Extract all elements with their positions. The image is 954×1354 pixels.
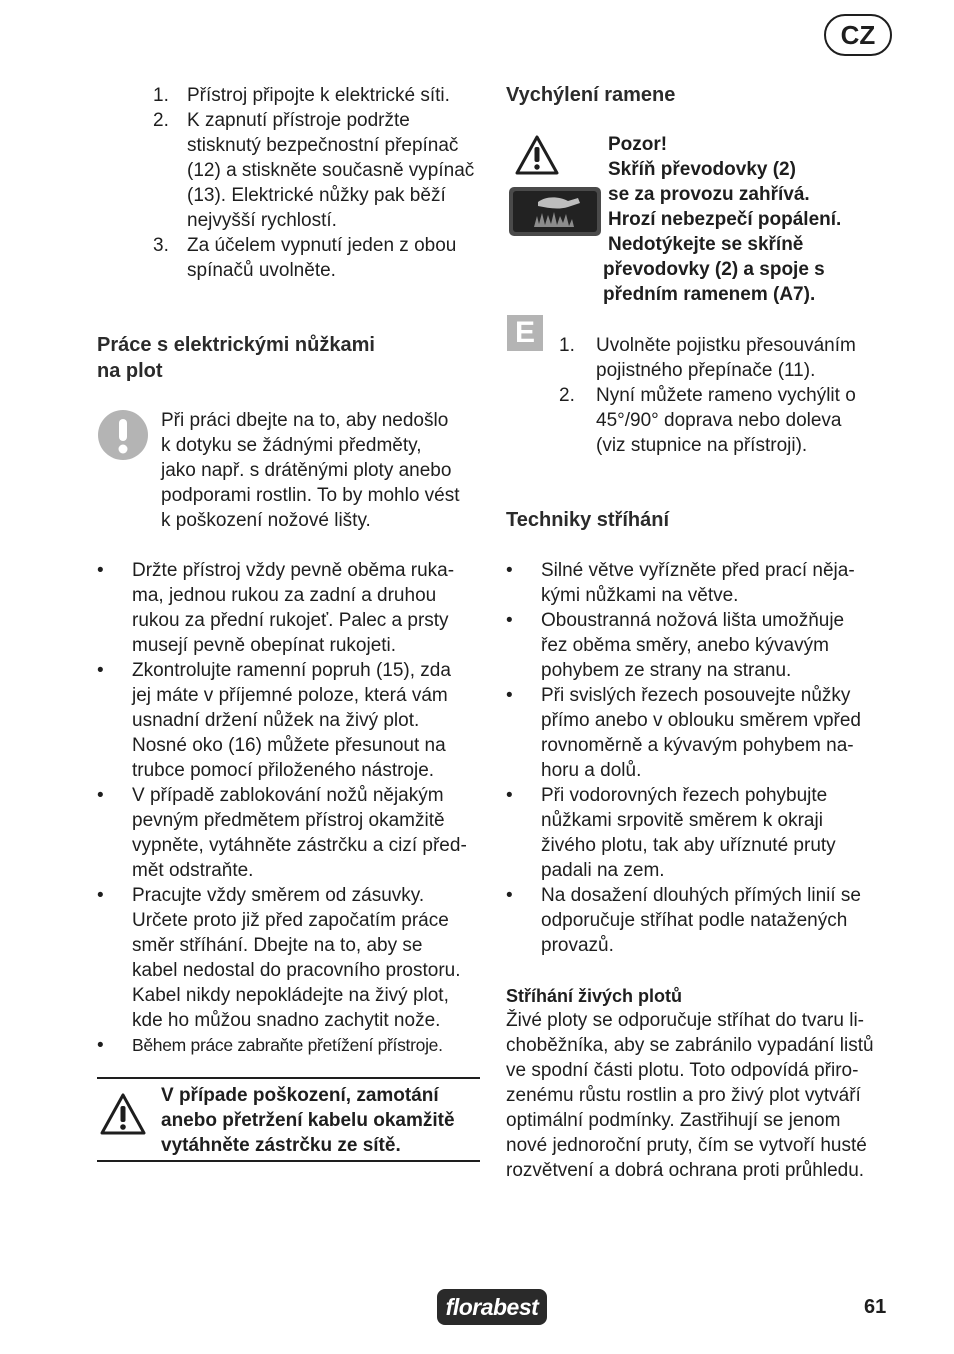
text-line: stisknutý bezpečnostní přepínač xyxy=(187,135,459,156)
warning-triangle-icon xyxy=(514,134,560,176)
language-badge: CZ xyxy=(824,14,892,56)
list-item xyxy=(153,83,487,108)
list-item xyxy=(97,1033,492,1058)
warning-bottom-divider xyxy=(97,1160,480,1162)
swivel-steps-list xyxy=(559,333,896,458)
text-line: Při práci dbejte na to, aby nedošlo xyxy=(161,410,449,431)
step-number: 1. xyxy=(153,85,169,106)
text-line: 45°/90° doprava nebo doleva xyxy=(596,410,842,431)
text-line: směr stříhání. Dbejte na to, aby se xyxy=(132,935,423,956)
text-line: Nedotýkejte se skříně xyxy=(608,234,804,255)
text-line: (viz stupnice na přístroji). xyxy=(596,435,808,456)
list-item xyxy=(153,108,487,233)
text-line: kabel nedostal do pracovního prostoru. xyxy=(132,960,461,981)
text-line: vytáhněte zástrčku ze sítě. xyxy=(161,1135,401,1156)
bullet: • xyxy=(506,885,513,906)
text-line: přímo anebo v oblouku směrem vpřed xyxy=(541,710,861,731)
text-line: vypněte, vytáhněte zástrčku a cizí před- xyxy=(132,835,467,856)
text-line: Pozor! xyxy=(608,134,668,155)
bullet: • xyxy=(97,1035,104,1056)
text-line: k poškození nožové lišty. xyxy=(161,510,371,531)
text-line: rozvětvení a dobrá ochrana proti průhledu. xyxy=(506,1160,865,1181)
list-item xyxy=(506,783,901,883)
text-line: kde ho můžou snadno zachytit nože. xyxy=(132,1010,441,1031)
bullet: • xyxy=(506,610,513,631)
bullet: • xyxy=(506,785,513,806)
bullet: • xyxy=(97,560,104,581)
text-line: Oboustranná nožová lišta umožňuje xyxy=(541,610,845,631)
list-item xyxy=(97,783,492,883)
text-line: převodovky (2) a spoje s xyxy=(603,259,825,280)
text-line: spínačů uvolněte. xyxy=(187,260,336,281)
text-line: Určete proto již před započatím práce xyxy=(132,910,449,931)
text-line: Zkontrolujte ramenní popruh (15), zda xyxy=(132,660,451,681)
text-line: Za účelem vypnutí jeden z obou xyxy=(187,235,457,256)
text-line: Kabel nikdy nepokládejte na živý plot, xyxy=(132,985,449,1006)
text-line: zenému růstu rostlin a pro živý plot vytváří xyxy=(506,1085,861,1106)
text-line: jej máte v příjemné poloze, která vám xyxy=(132,685,448,706)
bullet: • xyxy=(506,560,513,581)
list-item xyxy=(97,558,492,658)
step-number: 3. xyxy=(153,235,169,256)
list-item xyxy=(506,883,901,958)
text-line: pohybem ze strany na stranu. xyxy=(541,660,792,681)
text-line: Nosné oko (16) můžete přesunout na xyxy=(132,735,446,756)
text-line: pojistného přepínače (11). xyxy=(596,360,816,381)
text-line: Držte přístroj vždy pevně oběma ruka- xyxy=(132,560,455,581)
bullet: • xyxy=(97,785,104,806)
cable-warning-text xyxy=(161,1083,491,1158)
text-line: V případě zablokování nožů nějakým xyxy=(132,785,444,806)
text-line: Silné větve vyřízněte před prací něja- xyxy=(541,560,855,581)
text-line: V případe poškození, zamotání xyxy=(161,1085,439,1106)
list-item xyxy=(559,383,896,458)
text-line: nůžkami srpovitě směrem k okraji xyxy=(541,810,823,831)
text-line: pevným předmětem přístroj okamžitě xyxy=(132,810,445,831)
text-line: předním ramenem (A7). xyxy=(603,284,816,305)
text-line: Nyní můžete rameno vychýlit o xyxy=(596,385,856,406)
text-line: ma, jednou rukou za zadní a druhou xyxy=(132,585,437,606)
text-line: nejvyšší rychlostí. xyxy=(187,210,337,231)
text-line: jako např. s drátěnými ploty anebo xyxy=(161,460,452,481)
text-line: Uvolněte pojistku přesouváním xyxy=(596,335,856,356)
text-line: padali na zem. xyxy=(541,860,665,881)
bullet: • xyxy=(506,685,513,706)
bullet: • xyxy=(97,660,104,681)
list-item xyxy=(506,558,901,608)
text-line: Živé ploty se odporučuje stříhat do tvaru li- xyxy=(506,1010,865,1031)
text-line: anebo přetržení kabelu okamžitě xyxy=(161,1110,455,1131)
text-line: usnadní držení nůžek na živý plot. xyxy=(132,710,420,731)
text-line: (13). Elektrické nůžky pak běží xyxy=(187,185,446,206)
text-line: živého plotu, tak aby uříznuté pruty xyxy=(541,835,836,856)
text-line: rukou za přední rukojeť. Palec a prsty xyxy=(132,610,449,631)
hedge-cutting-paragraph xyxy=(506,1008,896,1183)
section-title: Techniky stříhání xyxy=(506,509,670,531)
text-line: optimální podmínky. Zastřihují se jenom xyxy=(506,1110,841,1131)
text-line: Hrozí nebezpečí popálení. xyxy=(608,209,842,230)
list-item xyxy=(153,233,487,283)
operation-steps-list xyxy=(153,83,487,283)
list-item xyxy=(506,683,901,783)
step-number: 2. xyxy=(153,110,169,131)
text-line: musejí pevně obepínat rukojeti. xyxy=(132,635,397,656)
text-line: kými nůžkami na větve. xyxy=(541,585,739,606)
caution-text xyxy=(603,132,908,307)
warning-triangle-icon xyxy=(99,1092,147,1136)
text-line: K zapnutí přístroje podržte xyxy=(187,110,410,131)
list-item xyxy=(506,608,901,683)
bullet: • xyxy=(97,885,104,906)
exclamation-icon xyxy=(98,410,148,460)
text-line: Na dosažení dlouhých přímých linií se xyxy=(541,885,861,906)
step-number: 1. xyxy=(559,335,575,356)
list-item xyxy=(97,658,492,783)
text-line: Přístroj připojte k elektrické síti. xyxy=(187,85,450,106)
text-line: mět odstraňte. xyxy=(132,860,254,881)
text-line: řez oběma směry, anebo kývavým xyxy=(541,635,829,656)
text-line: nové jednoroční pruty, čím se vytvoří husté xyxy=(506,1135,867,1156)
text-line: Během práce zabraňte přetížení přístroje. xyxy=(132,1035,443,1055)
text-line: rovnoměrně a kývavým pohybem na- xyxy=(541,735,854,756)
title-line: Práce s elektrickými nůžkami xyxy=(97,334,375,356)
title-line: na plot xyxy=(97,360,163,382)
text-line: k dotyku se žádnými předměty, xyxy=(161,435,422,456)
text-line: provazů. xyxy=(541,935,614,956)
text-line: Při svislých řezech posouvejte nůžky xyxy=(541,685,851,706)
text-line: choběžníka, aby se zabránilo vypadání listů xyxy=(506,1035,874,1056)
florabest-logo: florabest xyxy=(437,1289,547,1325)
text-line: trubce pomocí přiloženého nástroje. xyxy=(132,760,435,781)
subsection-title: Stříhání živých plotů xyxy=(506,986,683,1006)
text-line: ve spodní části plotu. Toto odpovídá přiro- xyxy=(506,1060,859,1081)
section-title: Vychýlení ramene xyxy=(506,84,676,106)
note-text xyxy=(161,408,491,533)
text-line: podporami rostlin. To by mohlo vést xyxy=(161,485,460,506)
list-item xyxy=(97,883,492,1033)
text-line: Skříň převodovky (2) xyxy=(608,159,796,180)
cutting-technique-list xyxy=(506,558,901,958)
text-line: Pracujte vždy směrem od zásuvky. xyxy=(132,885,425,906)
list-item xyxy=(559,333,896,383)
figure-e-label: E xyxy=(507,315,543,351)
step-number: 2. xyxy=(559,385,575,406)
text-line: (12) a stiskněte současně vypínač xyxy=(187,160,475,181)
safety-bullet-list xyxy=(97,558,492,1058)
section-title xyxy=(97,332,487,384)
hot-surface-icon xyxy=(508,186,602,237)
text-line: horu a dolů. xyxy=(541,760,642,781)
text-line: se za provozu zahřívá. xyxy=(608,184,810,205)
warning-top-divider xyxy=(97,1077,480,1079)
text-line: Při vodorovných řezech pohybujte xyxy=(541,785,828,806)
text-line: odporučuje stříhat podle natažených xyxy=(541,910,848,931)
page-number: 61 xyxy=(864,1296,887,1318)
